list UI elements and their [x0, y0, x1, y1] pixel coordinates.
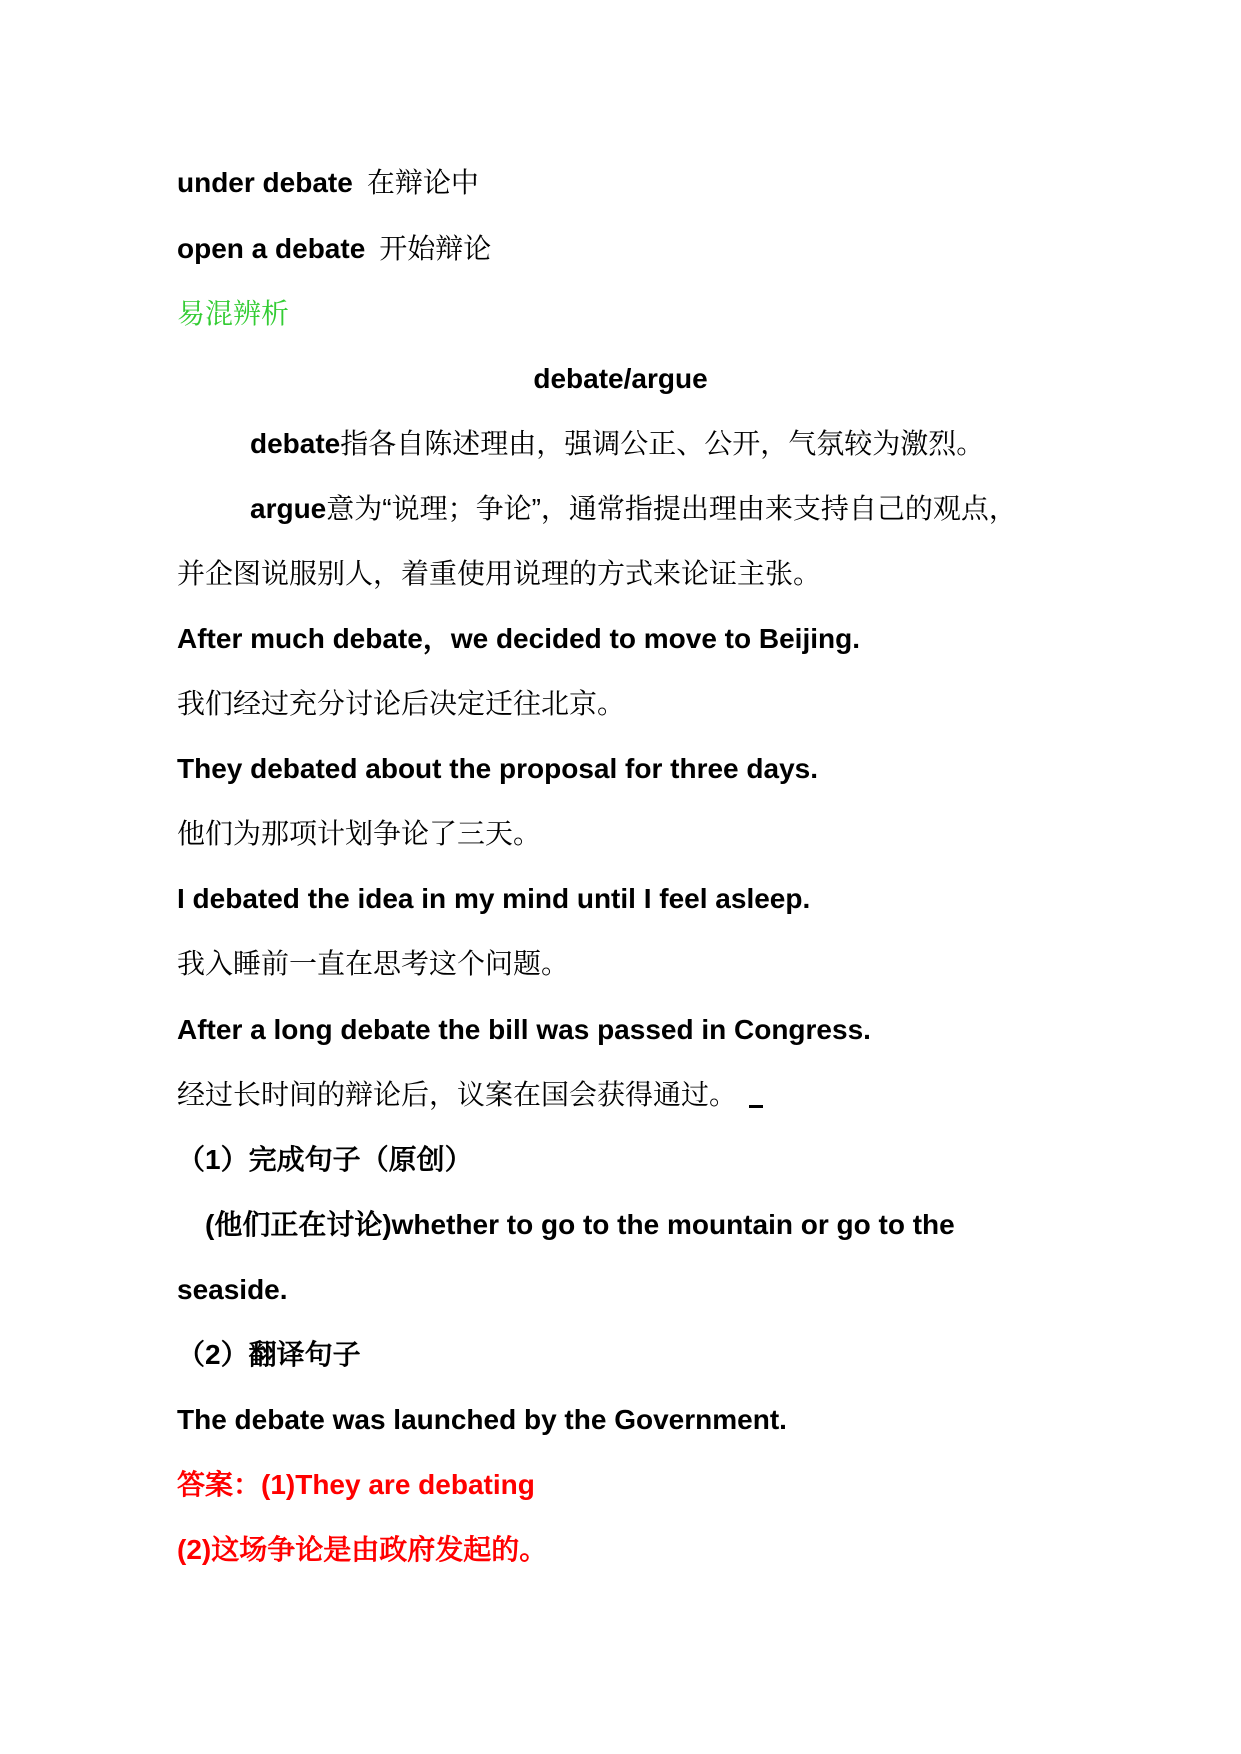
- phrase-open-a-debate: [177, 229, 491, 269]
- argue-explanation-line-1: [250, 489, 1017, 529]
- example-zh: 我入睡前一直在思考这个问题。: [177, 948, 570, 979]
- debate-term: debate: [250, 428, 341, 459]
- example-zh: 我们经过充分讨论后决定迁往北京。: [177, 688, 626, 719]
- debate-explanation: [250, 424, 984, 464]
- exercise-q2-label: （2）翻译句子: [177, 1339, 361, 1370]
- argue-text: 意为“说理；争论”，通常指提出理由来支持自己的观点，: [326, 493, 1017, 524]
- argue-explanation-line-2: 并企图说服别人，着重使用说理的方式来论证主张。: [177, 558, 822, 589]
- example-zh: 他们为那项计划争论了三天。: [177, 818, 542, 849]
- debate-text: 指各自陈述理由，强调公正、公开，气氛较为激烈。: [340, 428, 985, 459]
- exercise-q1-text-cont: seaside.: [177, 1274, 288, 1305]
- phrase-en: under debate: [177, 167, 353, 198]
- phrase-en: open a debate: [177, 233, 366, 264]
- example-en: After much debate，we decided to move to Beijing.: [177, 623, 860, 654]
- exercise-q2-text: The debate was launched by the Government.: [177, 1404, 787, 1435]
- example-zh-text: 经过长时间的辩论后，议案在国会获得通过。: [177, 1079, 738, 1110]
- example-zh: [177, 1075, 763, 1115]
- example-en: They debated about the proposal for three days.: [177, 753, 818, 784]
- phrase-under-debate: [177, 163, 479, 203]
- underscore-mark: [749, 1105, 763, 1108]
- answer-2: (2)这场争论是由政府发起的。: [177, 1534, 548, 1565]
- example-en: I debated the idea in my mind until I feel asleep.: [177, 883, 811, 914]
- section-title: debate/argue: [533, 363, 708, 394]
- example-en: After a long debate the bill was passed in Congress.: [177, 1014, 871, 1045]
- section-heading: 易混辨析: [177, 298, 290, 329]
- phrase-zh: 开始辩论: [379, 233, 492, 264]
- exercise-q1-text: (他们正在讨论)whether to go to the mountain or go to the: [205, 1209, 955, 1240]
- phrase-zh: 在辩论中: [366, 167, 479, 198]
- argue-term: argue: [250, 493, 327, 524]
- exercise-q1-label: （1）完成句子（原创）: [177, 1144, 473, 1175]
- answer-1: 答案：(1)They are debating: [177, 1469, 535, 1500]
